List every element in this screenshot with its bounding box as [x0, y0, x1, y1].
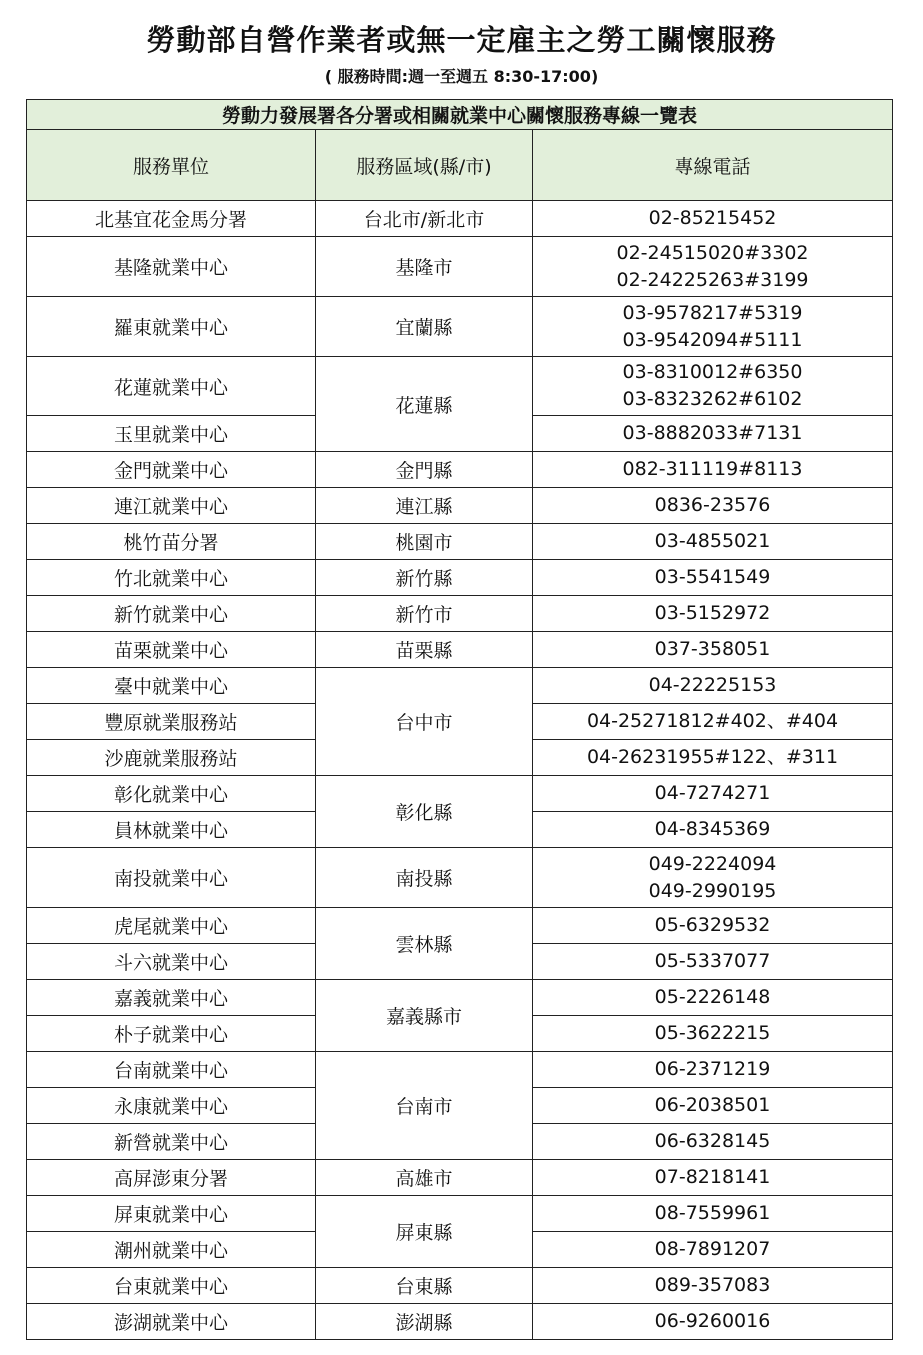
phone-cell [533, 297, 893, 357]
phone-cell [533, 524, 893, 560]
phone-number: 03-8882033#7131 [622, 422, 803, 444]
unit-cell: 員林就業中心 [27, 812, 316, 848]
table-row [27, 1268, 893, 1304]
phone-number: 08-7891207 [654, 1238, 771, 1260]
unit-cell: 金門就業中心 [27, 452, 316, 488]
table-row [27, 452, 893, 488]
phone-number: 04-26231955#122、#311 [586, 746, 839, 768]
phone-number: 02-24225263#3199 [616, 268, 809, 291]
region-cell: 連江縣 [316, 488, 533, 524]
region-cell: 宜蘭縣 [316, 297, 533, 357]
phone-cell [533, 596, 893, 632]
phone-cell [533, 1160, 893, 1196]
region-cell: 花蓮縣 [316, 357, 533, 452]
phone-number: 04-22225153 [648, 674, 777, 696]
phone-number: 02-24515020#3302 [616, 241, 809, 264]
phone-number: 03-9542094#5111 [622, 328, 803, 351]
phone-cell [533, 740, 893, 776]
unit-cell: 朴子就業中心 [27, 1016, 316, 1052]
phone-number: 04-7274271 [654, 782, 771, 804]
phone-number: 03-5152972 [654, 602, 771, 624]
unit-cell: 永康就業中心 [27, 1088, 316, 1124]
table-row [27, 848, 893, 908]
region-cell: 苗栗縣 [316, 632, 533, 668]
region-cell: 基隆市 [316, 237, 533, 297]
phone-cell [533, 812, 893, 848]
phone-number: 089-357083 [654, 1274, 771, 1296]
phone-cell [533, 776, 893, 812]
unit-cell: 屏東就業中心 [27, 1196, 316, 1232]
phone-cell [533, 944, 893, 980]
table-row [27, 357, 893, 416]
phone-cell [533, 908, 893, 944]
phone-number: 04-8345369 [654, 818, 771, 840]
unit-cell: 竹北就業中心 [27, 560, 316, 596]
unit-cell: 苗栗就業中心 [27, 632, 316, 668]
phone-number: 06-9260016 [654, 1310, 771, 1332]
phone-number: 03-9578217#5319 [622, 301, 803, 324]
unit-cell: 彰化就業中心 [27, 776, 316, 812]
unit-cell: 南投就業中心 [27, 848, 316, 908]
unit-cell: 沙鹿就業服務站 [27, 740, 316, 776]
unit-cell: 臺中就業中心 [27, 668, 316, 704]
unit-cell: 台南就業中心 [27, 1052, 316, 1088]
table-row [27, 524, 893, 560]
table-row [27, 632, 893, 668]
phone-cell [533, 237, 893, 297]
unit-cell: 虎尾就業中心 [27, 908, 316, 944]
unit-cell: 澎湖就業中心 [27, 1304, 316, 1340]
phone-cell [533, 1124, 893, 1160]
phone-number: 049-2990195 [648, 879, 777, 902]
unit-cell: 斗六就業中心 [27, 944, 316, 980]
phone-number: 037-358051 [654, 638, 771, 660]
phone-number: 049-2224094 [648, 852, 777, 875]
phone-number: 082-311119#8113 [622, 458, 803, 480]
table-row [27, 908, 893, 944]
unit-cell: 連江就業中心 [27, 488, 316, 524]
phone-number: 07-8218141 [654, 1166, 771, 1188]
phone-number: 05-6329532 [654, 914, 771, 936]
region-cell: 台中市 [316, 668, 533, 776]
region-cell: 金門縣 [316, 452, 533, 488]
unit-cell: 羅東就業中心 [27, 297, 316, 357]
phone-number: 08-7559961 [654, 1202, 771, 1224]
table-row [27, 1160, 893, 1196]
phone-number: 0836-23576 [654, 494, 771, 516]
phone-cell [533, 1016, 893, 1052]
table-caption: 勞動力發展署各分署或相關就業中心關懷服務專線一覽表 [27, 100, 893, 130]
region-cell: 台南市 [316, 1052, 533, 1160]
phone-number: 03-5541549 [654, 566, 771, 588]
header-unit: 服務單位 [27, 130, 316, 201]
phone-cell [533, 416, 893, 452]
header-region: 服務區域(縣/市) [316, 130, 533, 201]
header-phone: 專線電話 [533, 130, 893, 201]
region-cell: 屏東縣 [316, 1196, 533, 1268]
region-cell: 雲林縣 [316, 908, 533, 980]
table-row [27, 1052, 893, 1088]
phone-number: 06-2038501 [654, 1094, 771, 1116]
phone-number: 06-2371219 [654, 1058, 771, 1080]
phone-number: 05-5337077 [654, 950, 771, 972]
phone-cell [533, 980, 893, 1016]
region-cell: 新竹市 [316, 596, 533, 632]
unit-cell: 嘉義就業中心 [27, 980, 316, 1016]
region-cell: 台東縣 [316, 1268, 533, 1304]
table-row [27, 297, 893, 357]
phone-number: 03-8323262#6102 [622, 388, 803, 410]
phone-cell [533, 488, 893, 524]
hotline-table [26, 99, 893, 1340]
unit-cell: 新營就業中心 [27, 1124, 316, 1160]
phone-cell [533, 201, 893, 237]
phone-number: 03-8310012#6350 [622, 361, 803, 383]
phone-number: 05-3622215 [654, 1022, 771, 1044]
phone-number: 06-6328145 [654, 1130, 771, 1152]
table-row [27, 980, 893, 1016]
phone-cell [533, 1232, 893, 1268]
unit-cell: 台東就業中心 [27, 1268, 316, 1304]
phone-number: 04-25271812#402、#404 [586, 710, 839, 732]
unit-cell: 豐原就業服務站 [27, 704, 316, 740]
unit-cell: 新竹就業中心 [27, 596, 316, 632]
phone-cell [533, 668, 893, 704]
region-cell: 彰化縣 [316, 776, 533, 848]
phone-cell [533, 1052, 893, 1088]
region-cell: 台北市/新北市 [316, 201, 533, 237]
table-row [27, 1196, 893, 1232]
phone-cell [533, 452, 893, 488]
phone-cell [533, 1196, 893, 1232]
unit-cell: 玉里就業中心 [27, 416, 316, 452]
phone-cell [533, 1304, 893, 1340]
unit-cell: 北基宜花金馬分署 [27, 201, 316, 237]
phone-number: 02-85215452 [648, 207, 777, 229]
phone-number: 05-2226148 [654, 986, 771, 1008]
region-cell: 澎湖縣 [316, 1304, 533, 1340]
unit-cell: 基隆就業中心 [27, 237, 316, 297]
table-row [27, 560, 893, 596]
page-title: 勞動部自營作業者或無一定雇主之勞工關懷服務 [146, 23, 777, 57]
table-row [27, 237, 893, 297]
phone-cell [533, 848, 893, 908]
unit-cell: 桃竹苗分署 [27, 524, 316, 560]
table-row [27, 776, 893, 812]
table-row [27, 668, 893, 704]
unit-cell: 高屏澎東分署 [27, 1160, 316, 1196]
region-cell: 高雄市 [316, 1160, 533, 1196]
phone-cell [533, 1268, 893, 1304]
phone-cell [533, 632, 893, 668]
unit-cell: 潮州就業中心 [27, 1232, 316, 1268]
table-row [27, 596, 893, 632]
phone-cell [533, 560, 893, 596]
region-cell: 嘉義縣市 [316, 980, 533, 1052]
phone-cell [533, 357, 893, 416]
region-cell: 桃園市 [316, 524, 533, 560]
service-hours: ( 服務時間:週一至週五 8:30-17:00) [324, 67, 599, 86]
phone-cell [533, 704, 893, 740]
table-row [27, 1304, 893, 1340]
region-cell: 南投縣 [316, 848, 533, 908]
phone-number: 03-4855021 [654, 530, 771, 552]
table-row [27, 488, 893, 524]
region-cell: 新竹縣 [316, 560, 533, 596]
table-row [27, 201, 893, 237]
unit-cell: 花蓮就業中心 [27, 357, 316, 416]
phone-cell [533, 1088, 893, 1124]
